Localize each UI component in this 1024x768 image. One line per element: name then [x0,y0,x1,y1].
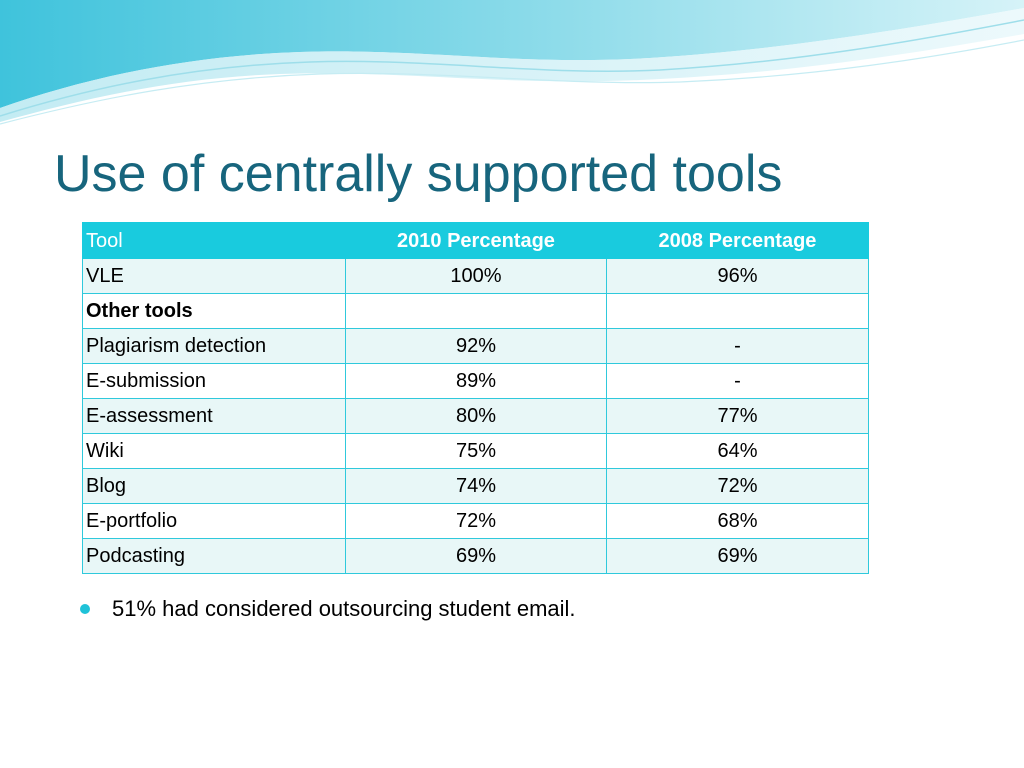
header-2008-percentage: 2008 Percentage [607,223,869,259]
table-row [83,504,869,539]
value-2010-cell: 74% [346,469,607,504]
value-2010-cell: 89% [346,364,607,399]
header-wave-decoration [0,0,1024,130]
value-2008-cell: 64% [607,434,869,469]
tools-table [82,222,869,574]
table-row [83,399,869,434]
tool-cell: E-portfolio [83,504,346,539]
value-2010-cell: 92% [346,329,607,364]
tool-cell: Wiki [83,434,346,469]
value-2008-cell [607,294,869,329]
slide-title: Use of centrally supported tools [54,145,783,203]
bullet-list [80,594,576,624]
table-row-section [83,294,869,329]
value-2008-cell: 68% [607,504,869,539]
value-2010-cell [346,294,607,329]
section-label-cell: Other tools [83,294,346,329]
value-2010-cell: 80% [346,399,607,434]
header-tool: Tool [83,223,346,259]
table-row [83,364,869,399]
bullet-item [80,594,576,624]
bullet-dot-icon [80,604,90,614]
value-2010-cell: 75% [346,434,607,469]
value-2008-cell: 77% [607,399,869,434]
value-2008-cell: 69% [607,539,869,574]
value-2010-cell: 72% [346,504,607,539]
tool-cell: Podcasting [83,539,346,574]
table-row [83,329,869,364]
table-row [83,259,869,294]
table-row [83,539,869,574]
tool-cell: E-assessment [83,399,346,434]
value-2010-cell: 69% [346,539,607,574]
table-header-row [83,223,869,259]
tool-cell: Blog [83,469,346,504]
tool-cell: VLE [83,259,346,294]
value-2008-cell: 96% [607,259,869,294]
value-2008-cell: - [607,364,869,399]
table-row [83,469,869,504]
tool-cell: Plagiarism detection [83,329,346,364]
tool-cell: E-submission [83,364,346,399]
header-2010-percentage: 2010 Percentage [346,223,607,259]
value-2008-cell: - [607,329,869,364]
table-row [83,434,869,469]
bullet-text: 51% had considered outsourcing student email. [112,596,576,621]
value-2010-cell: 100% [346,259,607,294]
value-2008-cell: 72% [607,469,869,504]
